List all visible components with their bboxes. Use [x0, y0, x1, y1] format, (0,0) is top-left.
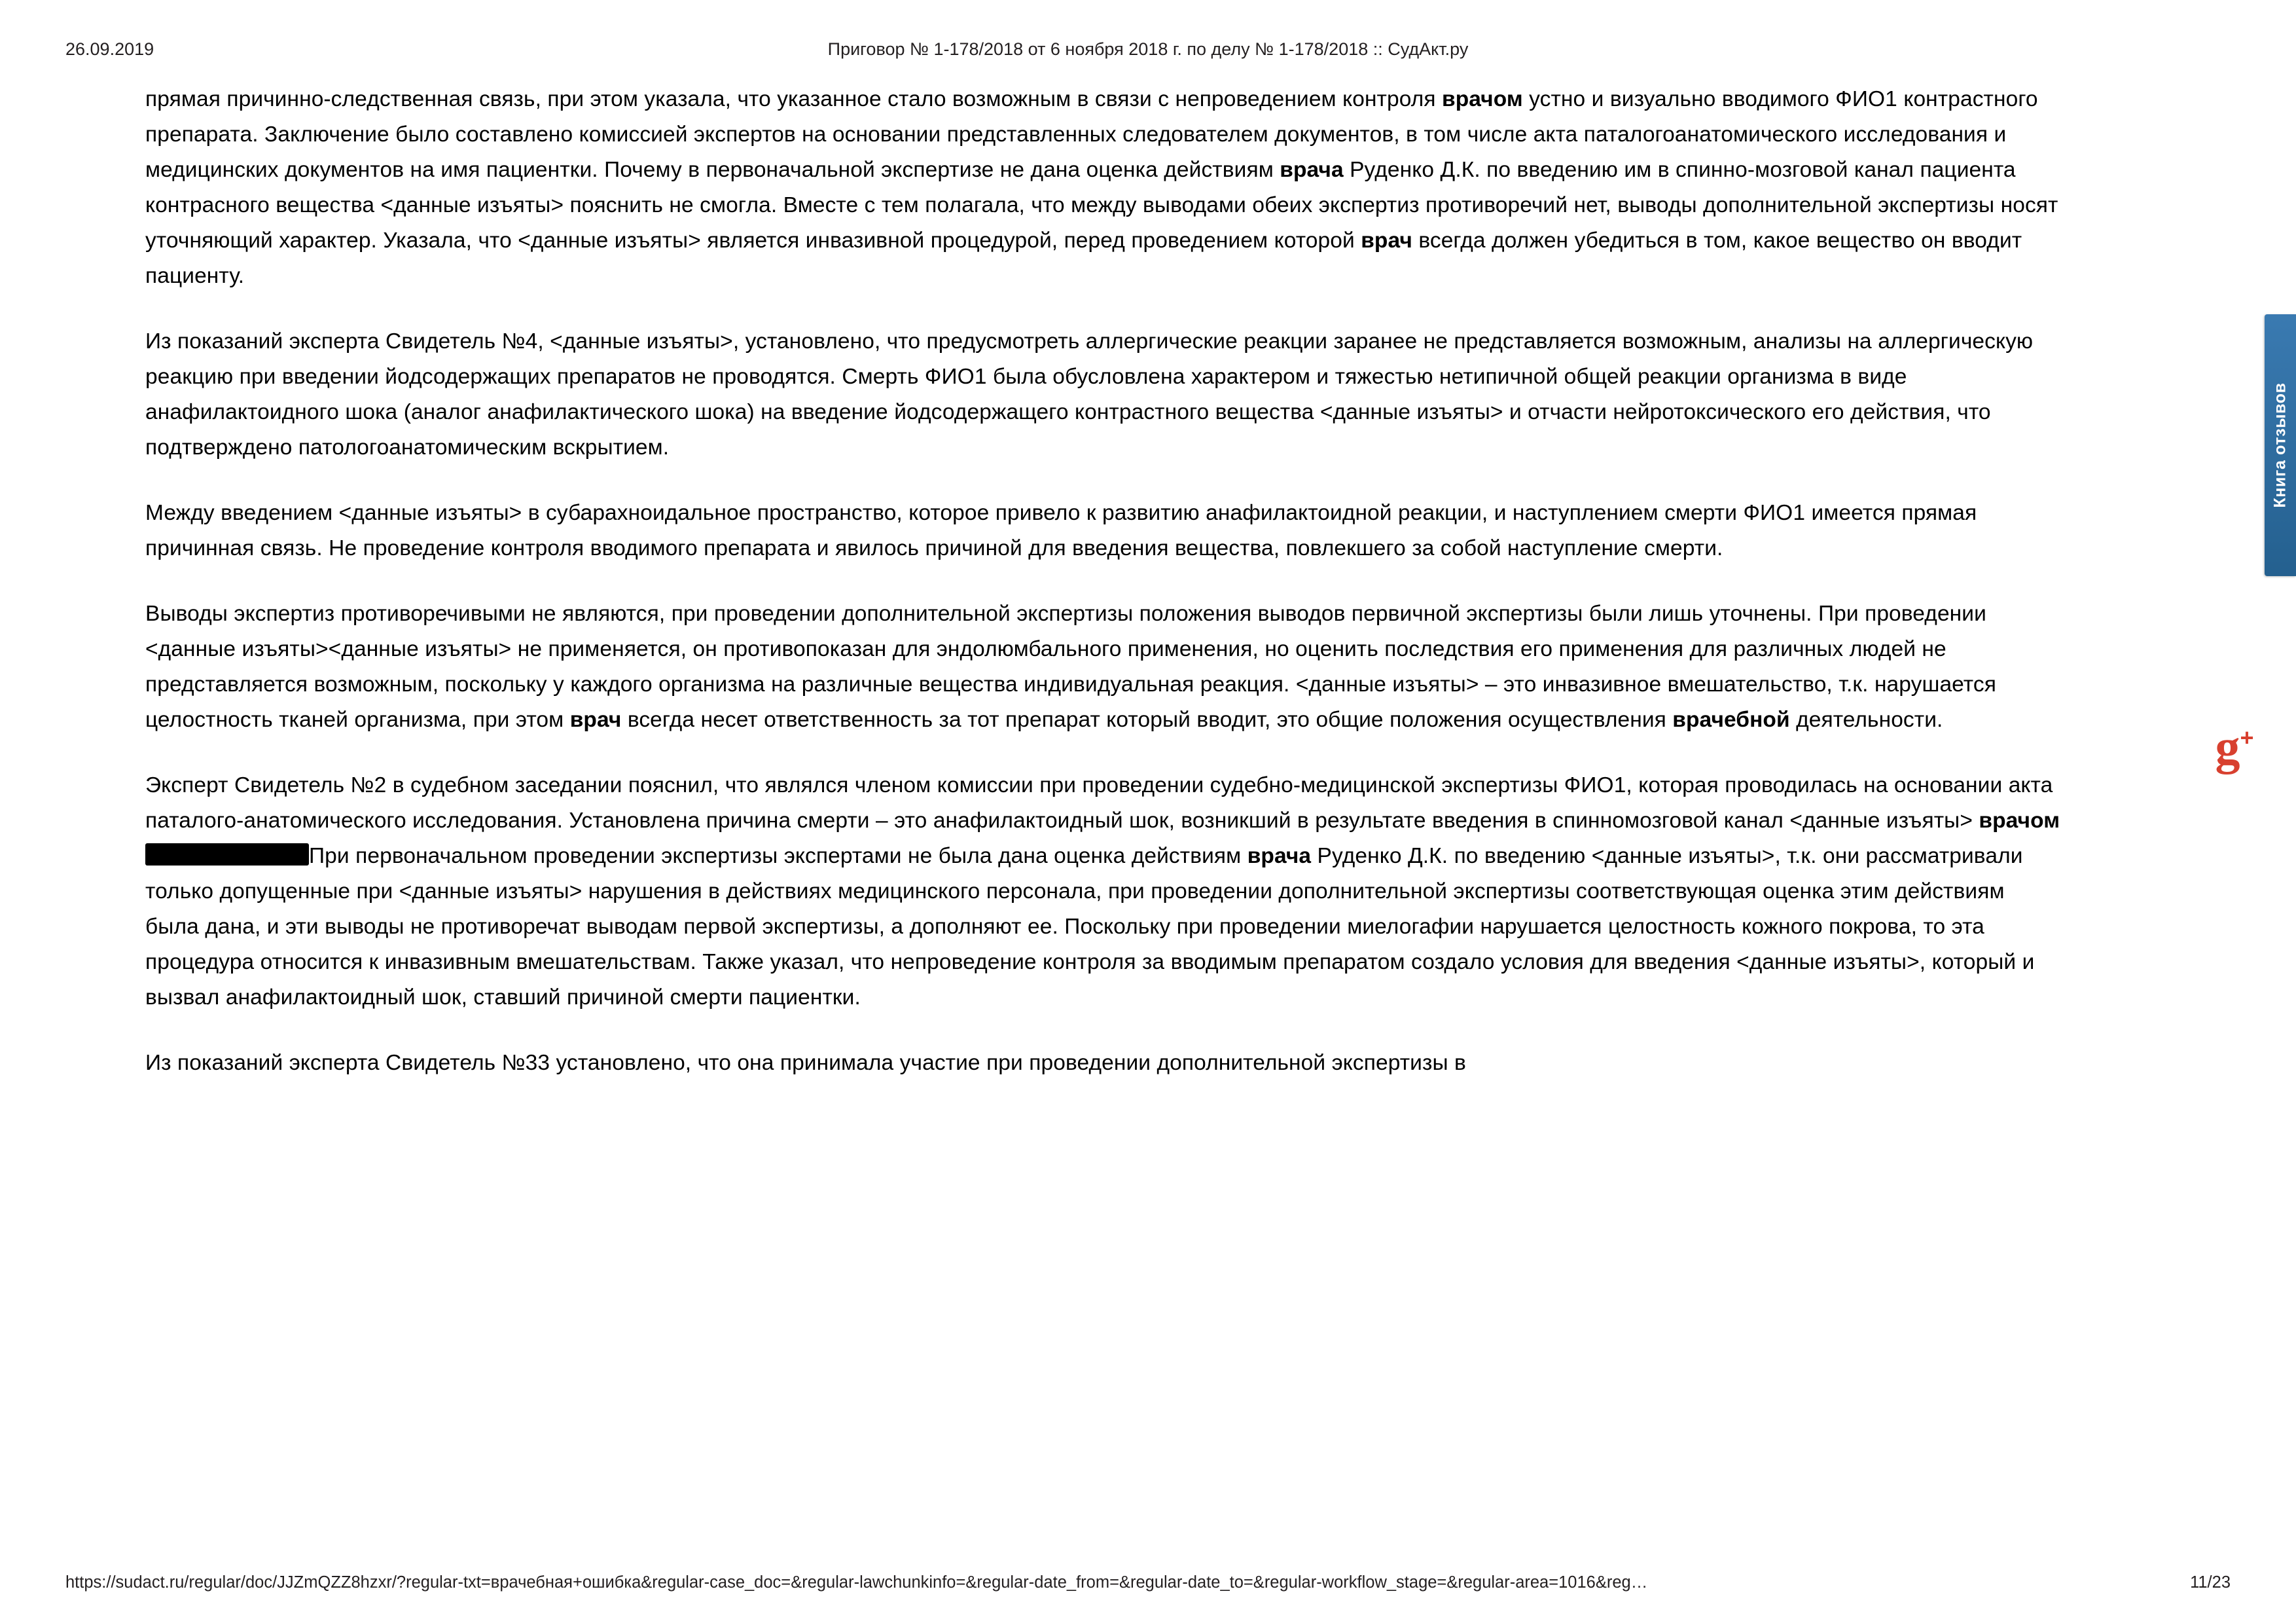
body-text: деятельности.: [1789, 708, 1943, 732]
document-paragraph: [145, 496, 2063, 566]
document-paragraph: [145, 768, 2063, 1015]
body-text: всегда должен убедиться в том, какое вещество он вводит пациенту.: [145, 228, 2022, 288]
header-title: Приговор № 1-178/2018 от 6 ноября 2018 г. по делу № 1-178/2018 :: СудАкт.ру: [827, 39, 1469, 59]
body-text: устно и визуально вводимого ФИО1 контрастного препарата. Заключение было составлено комиссией экспертов на основании представленных следователем документов, в том числе акта паталогоанатомического исследования и медицинских документов на имя пациентки. Почему в первоначальной экспертизе не дана оценка действиям: [145, 87, 2038, 182]
body-text: Руденко Д.К. по введению им в спинно-мозговой канал пациента контрасного вещества <данные изъяты> пояснить не смогла. Вместе с тем полагала, что между выводами обеих экспертиз противоречий нет, выводы дополнительной экспертизы носят уточняющий характер. Указала, что <данные изъяты> является инвазивной процедурой, перед проведением которой: [145, 158, 2058, 253]
document-body: [145, 82, 2063, 1081]
google-plus-sign-icon: +: [2240, 724, 2254, 751]
emphasized-text: врач: [1361, 228, 1412, 253]
google-plus-share-button[interactable]: [2207, 720, 2262, 778]
emphasized-text: врача: [1247, 844, 1312, 868]
header-date: 26.09.2019: [65, 39, 154, 59]
emphasized-text: врач: [569, 708, 622, 732]
document-paragraph: [145, 82, 2063, 294]
page-footer: [0, 1573, 2296, 1596]
emphasized-text: врачом: [1979, 809, 2060, 833]
body-text: Между введением <данные изъяты> в субарахноидальное пространство, которое привело к развитию анафилактоидной реакции, и наступлением смерти ФИО1 имеется прямая причинная связь. Не проведение контроля вводимого препарата и явилось причиной для введения вещества, повлекшего за собой наступление смерти.: [145, 501, 1977, 560]
emphasized-text: врачом: [1442, 87, 1523, 111]
body-text: Выводы экспертиз противоречивыми не являются, при проведении дополнительной экспертизы положения выводов первичной экспертизы были лишь уточнены. При проведении <данные изъяты><данные изъяты> не применяется, он противопоказан для эндолюмбального применения, но оценить последствия его применения для различных людей не представляется возможным, поскольку у каждого организма на различные вещества индивидуальная реакция. <данные изъяты> – это инвазивное вмешательство, т.к. нарушается целостность тканей организма, при этом: [145, 602, 1996, 732]
footer-page-number: 11/23: [2190, 1573, 2231, 1592]
document-paragraph: [145, 324, 2063, 465]
body-text: прямая причинно-следственная связь, при этом указала, что указанное стало возможным в связи с непроведением контроля: [145, 87, 1443, 111]
body-text: Эксперт Свидетель №2 в судебном заседании пояснил, что являлся членом комиссии при проведении судебно-медицинской экспертизы ФИО1, которая проводилась на основании акта паталого-анатомического исследования. Установлена причина смерти – это анафилактоидный шок, возникший в результате введения в спинномозговой канал <данные изъяты>: [145, 773, 2053, 833]
body-text: При первоначальном проведении экспертизы экспертами не была дана оценка действиям: [309, 844, 1247, 868]
emphasized-text: врачебной: [1672, 708, 1790, 732]
feedback-tab-label: Книга отзывов: [2270, 382, 2289, 508]
body-text: всегда несет ответственность за тот препарат который вводит, это общие положения осуществления: [621, 708, 1673, 732]
page-header: [0, 39, 2296, 65]
emphasized-text: врача: [1280, 158, 1344, 182]
body-text: Из показаний эксперта Свидетель №4, <данные изъяты>, установлено, что предусмотреть аллергические реакции заранее не представляется возможным, анализы на аллергическую реакцию при введении йодсодержащих препаратов не проводятся. Смерть ФИО1 была обусловлена характером и тяжестью нетипичной общей реакции организма в виде анафилактоидного шока (аналог анафилактического шока) на введение йодсодержащего контрастного вещества <данные изъяты> и отчасти нейротоксического его действия, что подтверждено патологоанатомическим вскрытием.: [145, 329, 2034, 460]
document-paragraph: [145, 1046, 2063, 1081]
body-text: Руденко Д.К. по введению <данные изъяты>, т.к. они рассматривали только допущенные при <данные изъяты> нарушения в действиях медицинского персонала, при проведении дополнительной экспертизы соответствующая оценка этим действиям была дана, и эти выводы не противоречат выводам первой экспертизы, а дополняют ее. Поскольку при проведении миелогафии нарушается целостность кожного покрова, то эта процедура относится к инвазивным вмешательствам. Также указал, что непроведение контроля за вводимым препаратом создало условия для введения <данные изъяты>, который и вызвал анафилактоидный шок, ставший причиной смерти пациентки.: [145, 844, 2035, 1010]
footer-url: https://sudact.ru/regular/doc/JJZmQZZ8hzxr/?regular-txt=врачебная+ошибка&regular-case_doc=&regular-lawchunkinfo=&regular-date_from=&regular-date_to=&regular-workflow_stage=&regular-area=1016&reg…: [65, 1573, 1648, 1592]
google-plus-icon: g: [2215, 720, 2240, 775]
document-paragraph: [145, 596, 2063, 738]
feedback-tab-button[interactable]: [2265, 314, 2296, 576]
redaction-block: [145, 843, 309, 866]
body-text: Из показаний эксперта Свидетель №33 установлено, что она принимала участие при проведении дополнительной экспертизы в: [145, 1051, 1466, 1075]
